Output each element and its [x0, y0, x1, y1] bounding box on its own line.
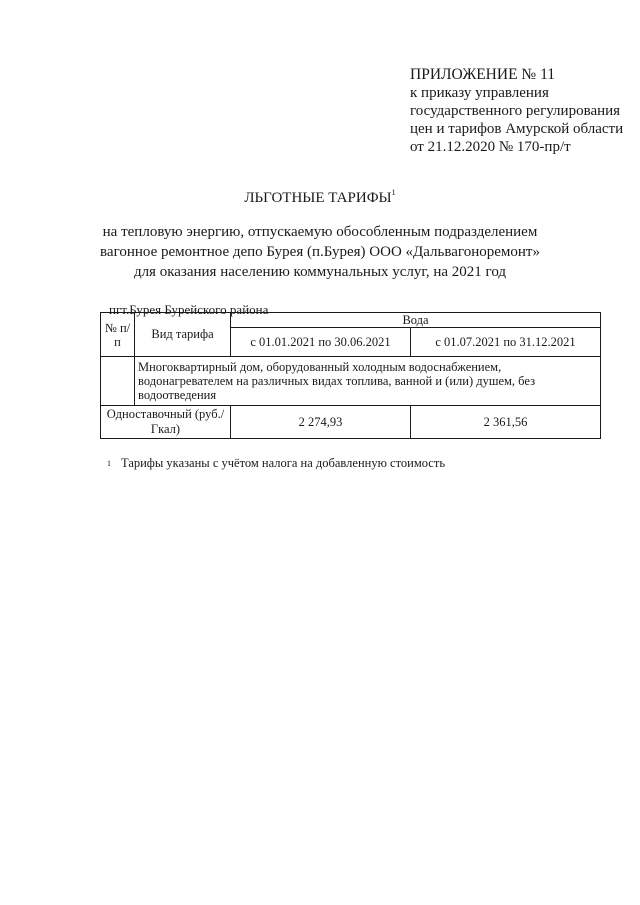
- annex-block: [410, 66, 635, 156]
- header-tariff-type: Вид тарифа: [135, 313, 231, 357]
- row-number-cell: [101, 357, 135, 406]
- subtitle-line: на тепловую энергию, отпускаемую обособленным подразделением: [102, 224, 538, 240]
- annex-line: от 21.12.2020 № 170-пр/т: [410, 139, 571, 155]
- document-title: [0, 190, 640, 207]
- footnote-text: Тарифы указаны с учётом налога на добавленную стоимость: [121, 456, 446, 470]
- subtitle-line: для оказания населению коммунальных услуг, на 2021 год: [133, 264, 507, 280]
- title-footnote-mark: 1: [391, 188, 396, 197]
- annex-line: к приказу управления: [410, 85, 549, 101]
- table-row: [101, 406, 601, 439]
- annex-line: государственного регулирования: [410, 103, 621, 119]
- annex-title: ПРИЛОЖЕНИЕ № 11: [410, 66, 556, 83]
- title-text: ЛЬГОТНЫЕ ТАРИФЫ: [244, 190, 392, 206]
- document-subtitle: [0, 222, 640, 282]
- tariff-table: [100, 312, 601, 439]
- consumer-group-description: Многоквартирный дом, оборудованный холодным водоснабжением, водонагревателем на различных видах топлива, ванной и (или) душем, без водоотведения: [135, 357, 601, 406]
- table-row: [101, 357, 601, 406]
- subtitle-line: вагонное ремонтное депо Бурея (п.Бурея) ООО «Дальвагоноремонт»: [100, 244, 540, 260]
- header-period-1: с 01.01.2021 по 30.06.2021: [231, 328, 411, 357]
- rate-value-period-2: 2 361,56: [411, 406, 601, 439]
- header-number: № п/п: [101, 313, 135, 357]
- footnote: [107, 456, 445, 471]
- rate-type-label: Одноставочный (руб./Гкал): [101, 406, 231, 439]
- header-water: Вода: [231, 313, 601, 328]
- region-label: пгт.Бурея Бурейского района: [109, 302, 269, 317]
- annex-line: цен и тарифов Амурской области: [410, 121, 624, 137]
- rate-value-period-1: 2 274,93: [231, 406, 411, 439]
- header-period-2: с 01.07.2021 по 31.12.2021: [411, 328, 601, 357]
- table-header-row: [101, 313, 601, 328]
- footnote-mark: 1: [107, 459, 111, 468]
